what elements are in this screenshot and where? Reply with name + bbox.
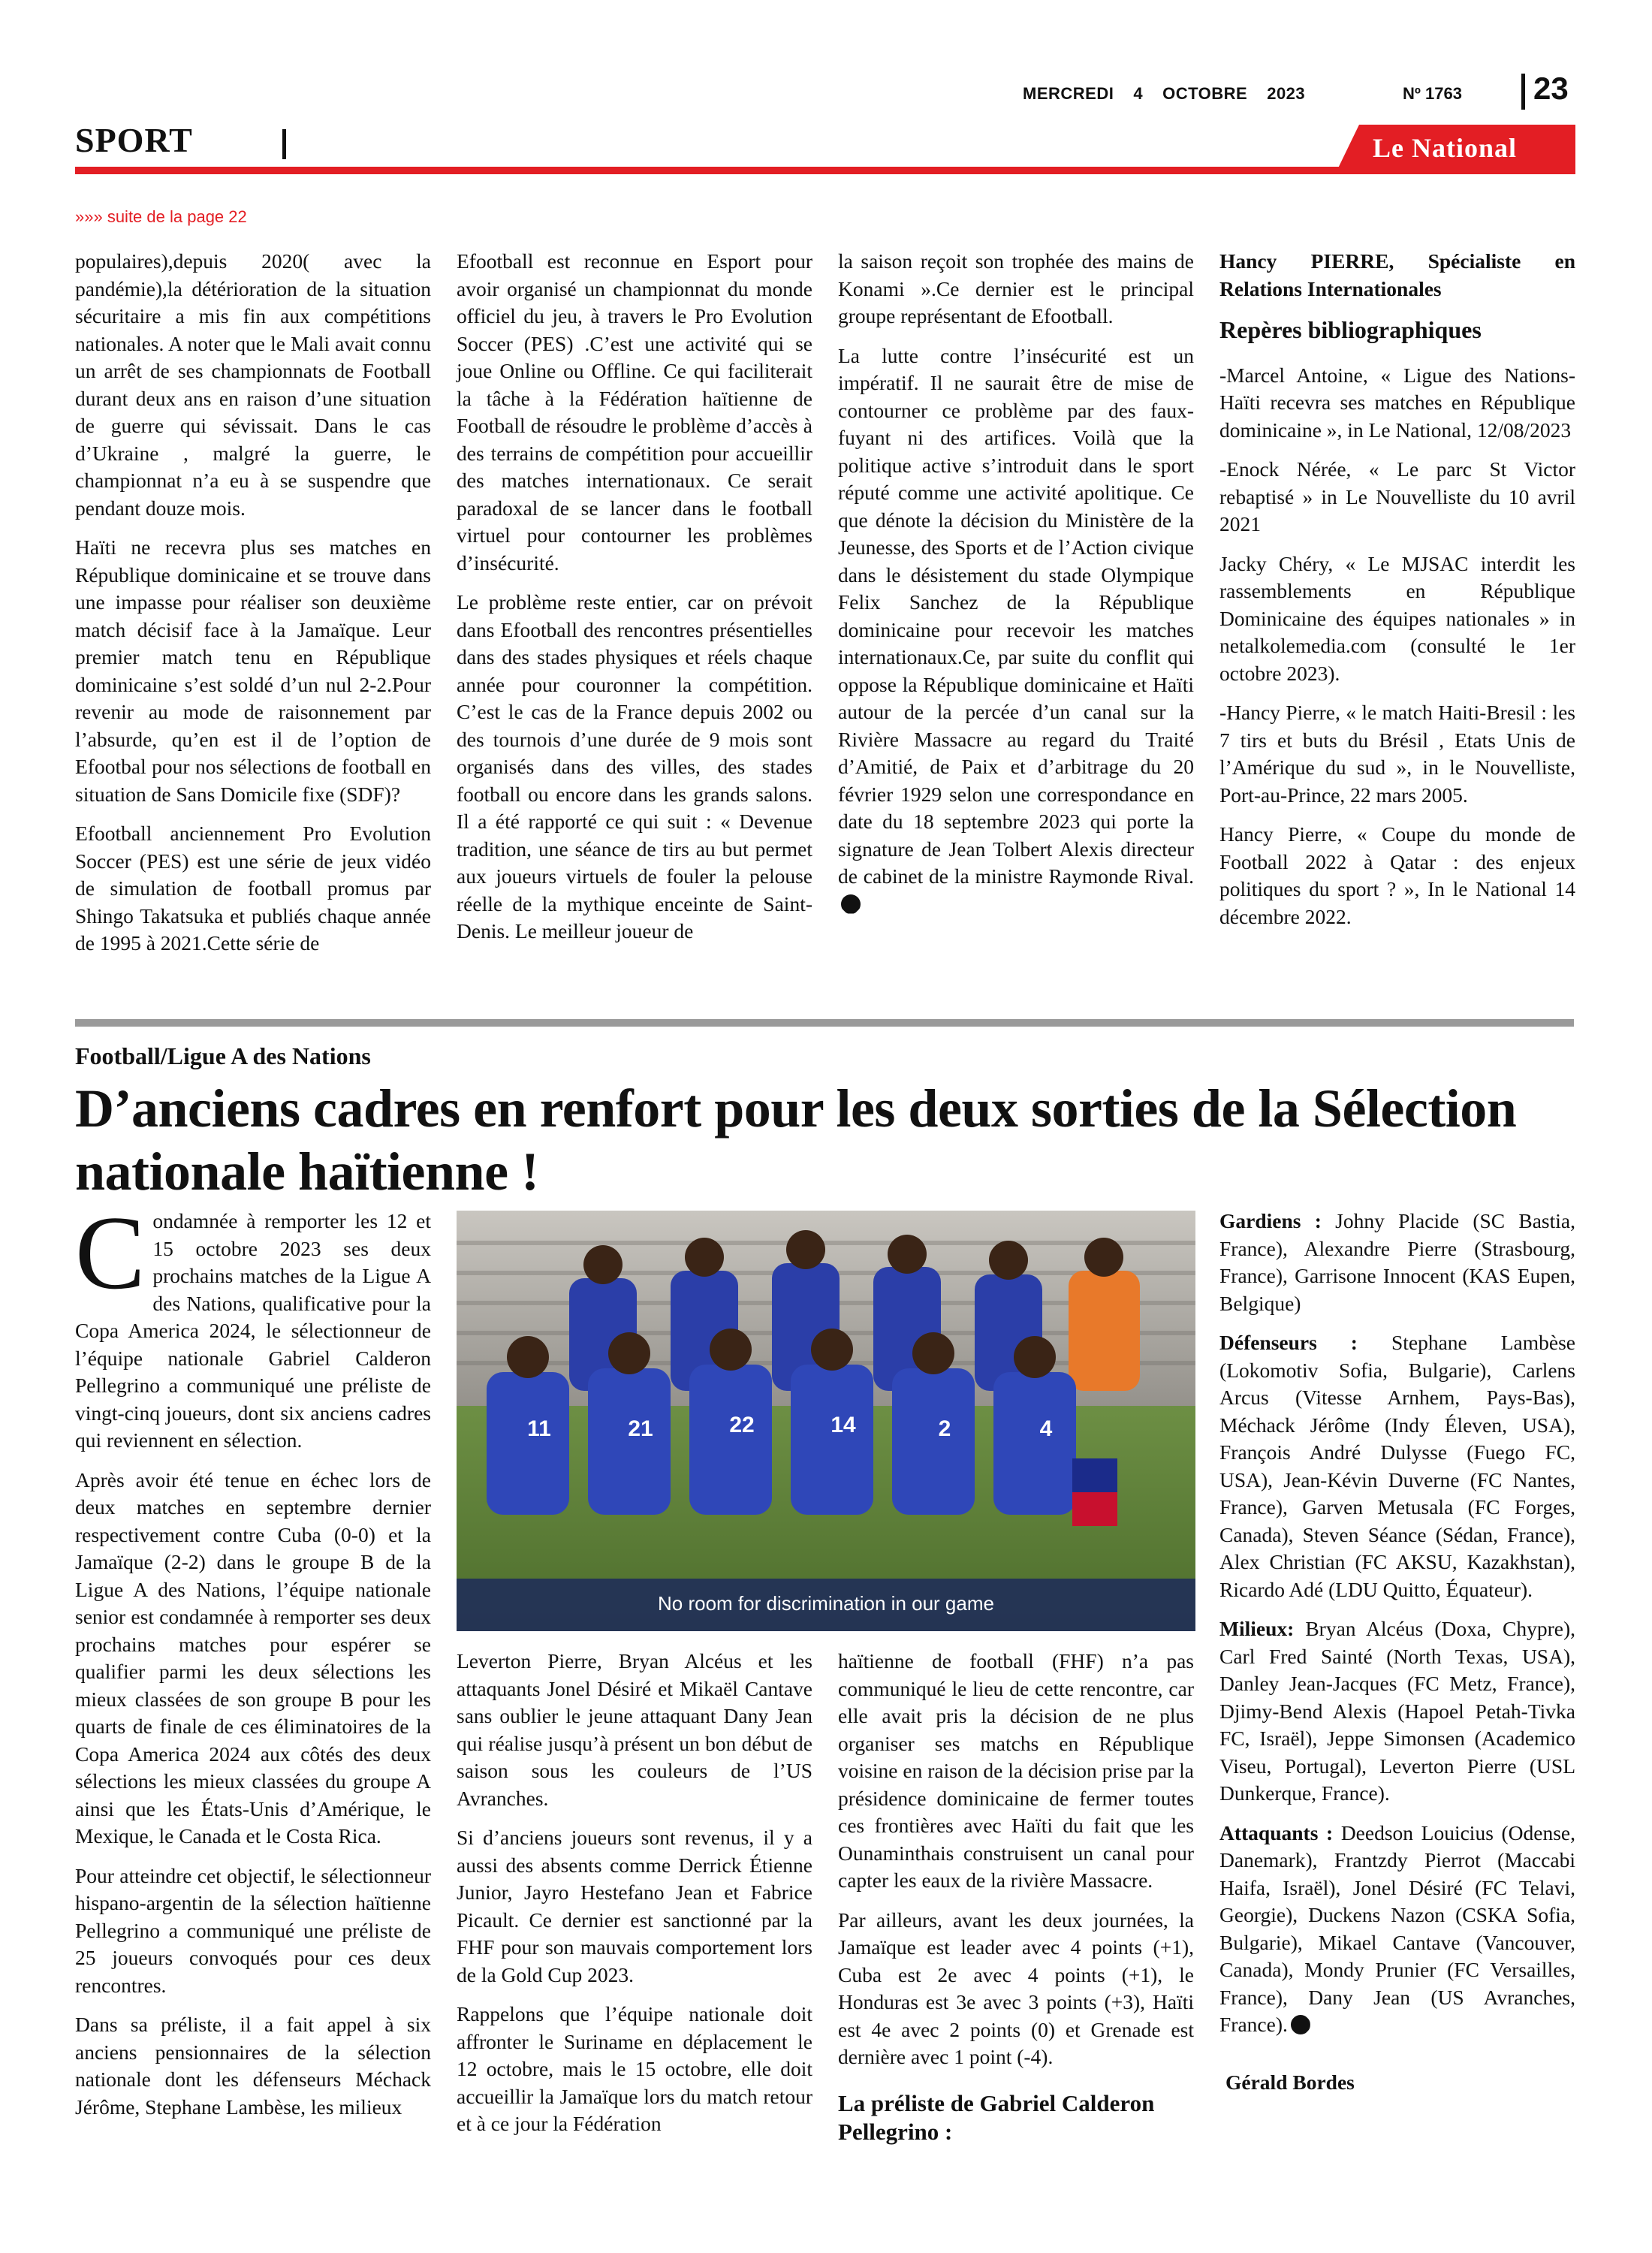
- section-divider: [282, 129, 286, 159]
- paragraph: Par ailleurs, avant les deux journées, la Jamaïque est leader avec 4 points (+1), Cuba est 2e avec 4 points (+1), le Honduras est 3e avec 3 points (+3), Haïti est 4e avec 2 points (0) et Grenade est dernière avec 1 point (-4).: [838, 1908, 1194, 2068]
- main-article-column-2: [457, 1648, 812, 2150]
- reference-item: Jacky Chéry, « Le MJSAC interdit les rassemblements en République Dominicaine des équipes nationales » in netalkolemedia.com (consulté le 1er octobre 2023).: [1219, 551, 1575, 685]
- section-title: SPORT: [75, 121, 193, 159]
- roster-label: Défenseurs :: [1219, 1331, 1358, 1354]
- paragraph: la saison reçoit son trophée des mains de Konami ».Ce dernier est le principal groupe représentant de Efootball.: [838, 249, 1194, 327]
- top-article-column-1: [75, 248, 431, 970]
- issue-month: OCTOBRE: [1162, 84, 1248, 103]
- reference-item: -Enock Nérée, « Le parc St Victor rebaptisé » in Le Nouvelliste du 10 avril 2021: [1219, 457, 1575, 535]
- lead-paragraph: [75, 1195, 431, 1455]
- paragraph: [838, 342, 1194, 918]
- paragraph: Pour atteindre cet objectif, le sélectionneur hispano-argentin de la sélection haïtienne Pellegrino a communiqué une préliste de 25 joueurs convoqués pour ces deux rencontres.: [75, 1863, 431, 1997]
- references-title: Repères bibliographiques: [1219, 316, 1482, 343]
- roster-column: [1219, 1208, 1575, 2108]
- reference-item: -Marcel Antoine, « Ligue des Nations-Haïti recevra ses matches en République dominicaine », in Le National, 12/08/2023: [1219, 363, 1575, 442]
- team-photo: [457, 1211, 1195, 1631]
- jersey-number: 14: [831, 1413, 856, 1437]
- roster-label: Gardiens :: [1219, 1209, 1322, 1232]
- issue-day: MERCREDI: [1023, 84, 1114, 103]
- jersey-number: 21: [628, 1416, 653, 1441]
- lead-text: ondamnée à remporter les 12 et 15 octobre 2023 ses deux prochains matches de la Ligue A des Nations, qualificative pour la Copa America 2024, le sélectionneur de l’équipe nationale Gabriel Calderon Pellegrino a communiqué une préliste de vingt-cinq joueurs, dont six anciens cadres qui reviennent en sélection.: [75, 1209, 431, 1452]
- paragraph: populaires),depuis 2020( avec la pandémie),la détérioration de la situation sécuritaire a mis fin aux compétitions nationales. A noter que le Mali avait connu un arrêt de ses championnats de Football durant deux ans en raison d’une situation de guerre qui sévissait. Dans le cas d’Ukraine , malgré la guerre, le championnat n’a eu à se suspendre que pendant douze mois.: [75, 249, 431, 520]
- reference-item: -Hancy Pierre, « le match Haiti-Bresil : les 7 tirs et buts du Brésil , Etats Unis de l’Amérique du sud », in le Nouvelliste, Port-au-Prince, 22 mars 2005.: [1219, 701, 1575, 807]
- team-pennant-icon: [1072, 1458, 1117, 1526]
- roster-defenders: [1219, 1329, 1575, 1603]
- paragraph: Si d’anciens joueurs sont revenus, il y a aussi des absents comme Derrick Étienne Junior, Jayro Hestefano Jean et Fabrice Picault. Ce dernier est sanctionné par la FHF pour son mauvais comportement lors de la Gold Cup 2023.: [457, 1826, 812, 1986]
- paragraph: Dans sa préliste, il a fait appel à six anciens pensionnaires de la sélection nationale dont les défenseurs Méchack Jérôme, Stephane Lambèse, les milieux: [75, 2013, 431, 2119]
- roster-goalkeepers: [1219, 1208, 1575, 1317]
- roster-attackers: [1219, 1820, 1575, 2039]
- end-mark-icon: [1291, 2015, 1310, 2034]
- main-article-column-1: [75, 1195, 431, 2133]
- article-divider: [75, 1019, 1574, 1027]
- jersey-number: 11: [527, 1416, 551, 1441]
- main-article-column-3: [838, 1648, 1194, 2158]
- issue-year: 2023: [1267, 84, 1306, 103]
- jersey-number: 22: [729, 1413, 755, 1437]
- article-headline: D’anciens cadres en renfort pour les deux sorties de la Sélection nationale haïtienne !: [75, 1078, 1517, 1202]
- roster-list: Johny Placide (SC Bastia, France), Alexandre Pierre (Strasbourg, France), Garrisone Innocent (KAS Eupen, Belgique): [1219, 1209, 1575, 1315]
- article-author: Hancy PIERRE, Spécialiste en Relations Internationales: [1219, 249, 1575, 300]
- continuation-note: »»» suite de la page 22: [75, 207, 247, 226]
- roster-list: Deedson Louicius (Odense, Danemark), Frantzdy Pierrot (Maccabi Haifa, Israël), Jonel Désiré (FC Telavi, Georgie), Duckens Nazon (CSKA Sofia, Bulgarie), Mikael Cantave (Vancouver, Canada), Mondy Prunier (FC Versailles, France), Dany Jean (US Avranches, France).: [1219, 1820, 1576, 2036]
- page-number: 23: [1533, 71, 1569, 106]
- roster-list: Stephane Lambèse (Lokomotiv Sofia, Bulgarie), Carlens Arcus (Vitesse Arnhem, Pays-Bas), Méchack Jérôme (Indy Éleven, USA), François André Dulysse (Fuego FC, USA), Jean-Kévin Duverne (FC Nantes, France), Garven Metusala (FC Forges, Canada), Steven Séance (Sédan, France), Alex Christian (FC AKSU, Kazakhstan), Ricardo Adé (LDU Quitto, Équateur).: [1219, 1331, 1576, 1601]
- jersey-number: 4: [1039, 1416, 1053, 1441]
- issue-date-num: 4: [1133, 84, 1144, 103]
- article-kicker: Football/Ligue A des Nations: [75, 1042, 371, 1069]
- paragraph: Leverton Pierre, Bryan Alcéus et les attaquants Jonel Désiré et Mikaël Cantave sans oublier le jeune attaquant Dany Jean qui réalise jusqu’à présent un bon début de saison sous les couleurs de l’US Avranches.: [457, 1649, 812, 1810]
- top-article-column-2: [457, 248, 812, 958]
- roster-label: Attaquants :: [1219, 1820, 1334, 1844]
- header-divider: [1521, 74, 1525, 110]
- paragraph: haïtienne de football (FHF) n’a pas communiqué le lieu de cette rencontre, car elle avait pris la décision de ne plus organiser ses matchs en République voisine en raison de la décision prise par la présidence dominicaine de fermer toutes ces frontières avec Haïti du fait que les Ounaminthais construisent un canal pour capter les eaux de la rivière Massacre.: [838, 1649, 1194, 1892]
- brand-logo: Le National: [1373, 133, 1518, 163]
- paragraph-text: La lutte contre l’insécurité est un impératif. Il ne saurait être de mise de contourner ce problème par des faux-fuyant ni des artifices. Voilà que la politique active s’introduit dans le sport réputé comme une activité apolitique. Ce que dénote la décision du Ministère de la Jeunesse, des Sports et de l’Action civique dans le désistement du stade Olympique Felix Sanchez de la République dominicaine pour recevoir les matches internationaux.Ce, par suite du conflit qui oppose la République dominicaine et Haïti autour de la percée d’un canal sur la Rivière Massacre au regard du Traité d’Amitié, de Paix et d’arbitrage du 20 février 1929 selon une correspondance en date du 18 septembre 2023 qui porte la signature de Jean Tolbert Alexis directeur de cabinet de la ministre Raymonde Rival.: [838, 343, 1194, 888]
- end-mark-icon: [841, 894, 861, 914]
- drop-cap: C: [75, 1195, 146, 1311]
- paragraph: Efootball anciennement Pro Evolution Soccer (PES) est une série de jeux vidéo de simulation de football promus par Shingo Takatsuka et publiés chaque année de 1995 à 2021.Cette série de: [75, 822, 431, 955]
- article-signature: Gérald Bordes: [1225, 2070, 1355, 2094]
- roster-list: Bryan Alcéus (Doxa, Chypre), Carl Fred Sainté (North Texas, USA), Danley Jean-Jacques (FC Metz, France), Djimy-Bend Alexis (Hapoel Petah-Tivka FC, Israël), Jeppe Simonsen (Academico Viseu, Portugal), Leverton Pierre (USL Dunkerque, France).: [1219, 1617, 1575, 1805]
- jersey-number: 2: [938, 1416, 951, 1441]
- prelist-title: La préliste de Gabriel Calderon Pellegrino :: [838, 2089, 1155, 2145]
- top-article-column-3: [838, 248, 1194, 930]
- issue-date: [1023, 84, 1325, 104]
- issue-number: Nº 1763: [1403, 84, 1462, 103]
- reference-item: Hancy Pierre, « Coupe du monde de Football 2022 à Qatar : des enjeux politiques du sport ? », In le National 14 décembre 2022.: [1219, 822, 1575, 928]
- roster-midfielders: [1219, 1615, 1575, 1808]
- paragraph: Efootball est reconnue en Esport pour avoir organisé un championnat du monde officiel du jeu, à travers le Pro Evolution Soccer (PES) .C’est une activité qui se joue Online ou Offline. Ce qui faciliterait la tâche à la Fédération haïtienne de Football de résoudre le problème d’accès à des terrains de compétition pour accueillir des matches internationaux. Ce serait paradoxal de se lancer dans le football virtuel pour contourner les problèmes d’insécurité.: [457, 249, 812, 575]
- paragraph: Rappelons que l’équipe nationale doit affronter le Suriname en déplacement le 12 octobre, mais le 15 octobre, elle doit accueillir la Jamaïque lors du match retour et à ce jour la Fédération: [457, 2002, 812, 2135]
- banner-text: No room for discrimination in our game: [658, 1592, 994, 1615]
- top-article-column-4: [1219, 248, 1575, 943]
- roster-label: Milieux:: [1219, 1617, 1295, 1640]
- paragraph: Haïti ne recevra plus ses matches en République dominicaine et se trouve dans une impasse pour réaliser son deuxième match décisif face à la Jamaïque. Leur premier match tenu en République dominicaine s’est soldé d’un nul 2-2.Pour revenir au mode de raisonnement par l’absurde, qu’en est il de l’option de Efootbal pour nos sélections de football en situation de Sans Domicile fixe (SDF)?: [75, 535, 431, 806]
- paragraph: Après avoir été tenue en échec lors de deux matches en septembre dernier respectivement contre Cuba (0-0) et la Jamaïque (2-2) dans le groupe B de la Ligue A des Nations, l’équipe nationale senior est condamnée à remporter ses deux prochains matches pour espérer se qualifier parmi les deux sélections les mieux classées de son groupe B pour les quarts de finale de ces éliminatoires de la Copa America 2024 aux côtés des deux sélections les mieux classées du groupe A ainsi que les États-Unis d’Amérique, le Mexique, le Canada et le Costa Rica.: [75, 1467, 431, 1847]
- paragraph: Le problème reste entier, car on prévoit dans Efootball des rencontres présentielles dans des stades physiques et réels chaque année pour couronner la compétition. C’est le cas de la France depuis 2002 ou des tournois d’une durée de 9 mois sont organisés dans des villes, des stades football ou encore dans les grands salons. Il a été rapporté ce qui suit : « Devenue tradition, une séance de tirs au but permet aux joueurs virtuels de fouler la pelouse réelle de la mythique enceinte de Saint-Denis. Le meilleur joueur de: [457, 590, 812, 943]
